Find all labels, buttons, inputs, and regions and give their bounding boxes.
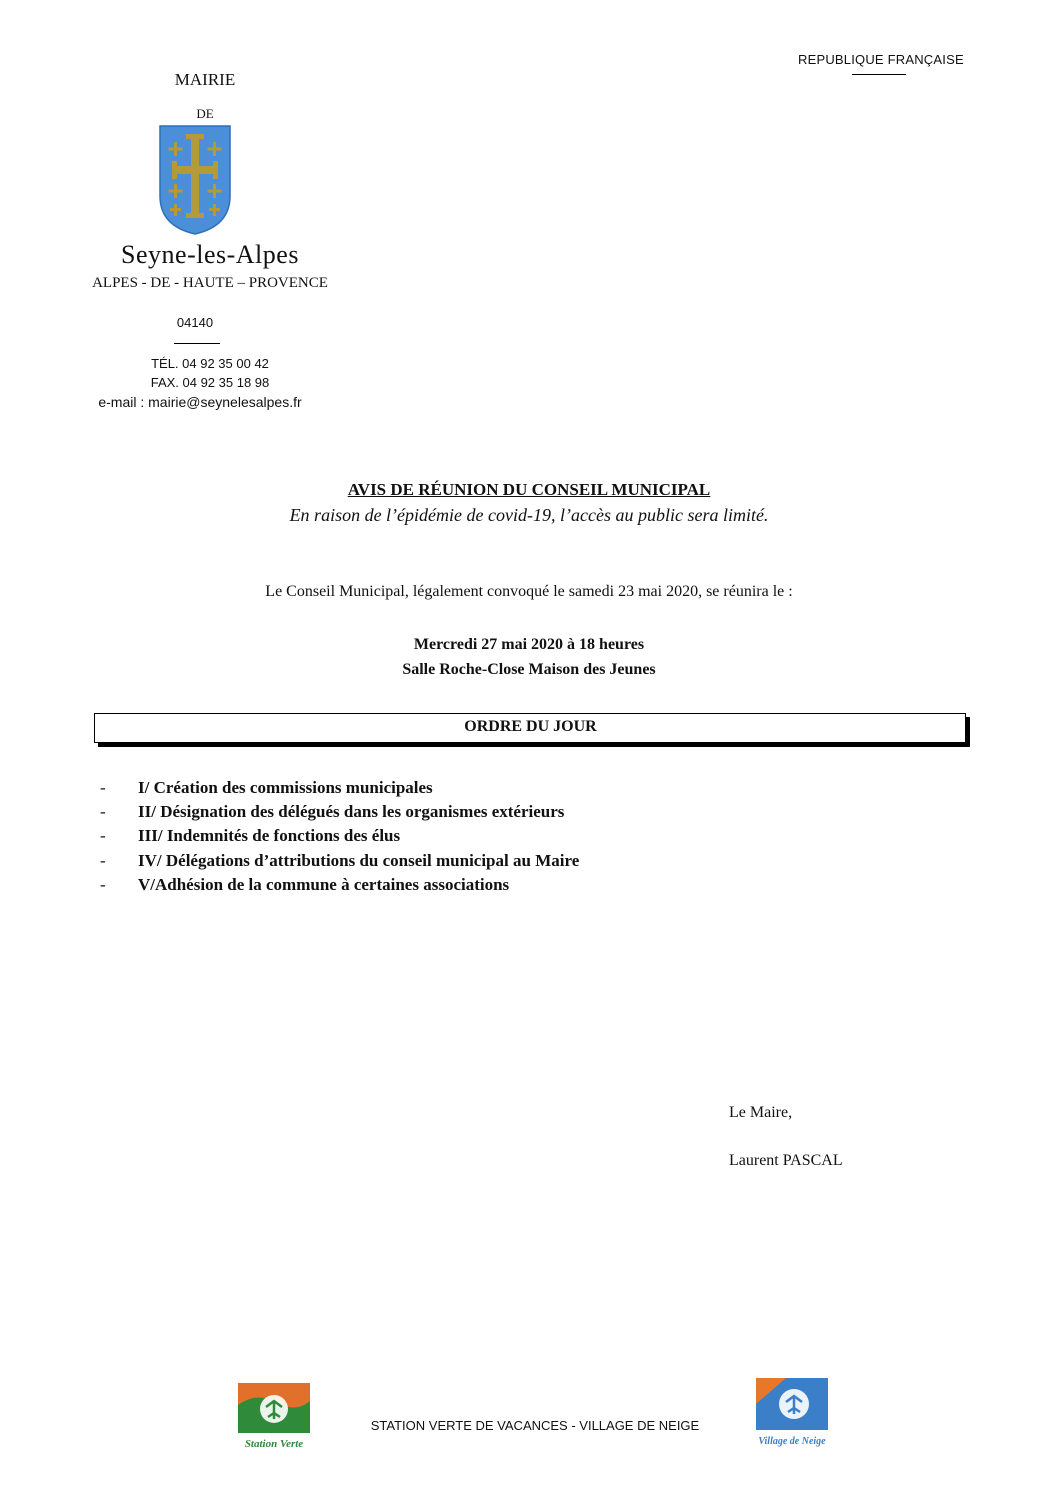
agenda-item [100,851,579,871]
telephone-number: TÉL. 04 92 35 00 42 [151,356,269,371]
departement-name: ALPES - DE - HAUTE – PROVENCE [92,275,328,291]
station-verte-logo-text: Station Verte [244,1438,304,1450]
station-verte-logo-icon [238,1383,310,1453]
coat-of-arms-icon [130,118,260,243]
signature-role: Le Maire, [729,1104,793,1121]
de-label: DE [196,106,214,121]
agenda-item-text: II/ Désignation des délégués dans les organismes extérieurs [138,802,565,821]
fax-number: FAX. 04 92 35 18 98 [150,375,270,390]
agenda-title: ORDRE DU JOUR [464,718,597,735]
agenda-item [100,875,509,895]
email-address: e-mail : mairie@seynelesalpes.fr [98,394,302,410]
mairie-label: MAIRIE [174,70,236,89]
agenda-item-text: I/ Création des commissions municipales [138,778,433,797]
agenda-item-text: III/ Indemnités de fonctions des élus [138,826,401,845]
postal-code: 04140 [176,315,214,330]
postal-divider [174,343,220,344]
signature-name: Laurent PASCAL [729,1152,843,1169]
village-de-neige-logo-icon [756,1378,828,1450]
agenda-item [100,778,433,798]
republique-francaise-label: REPUBLIQUE FRANÇAISE [798,52,964,67]
agenda-item [100,826,400,846]
meeting-date: Mercredi 27 mai 2020 à 18 heures [413,636,645,653]
meeting-location: Salle Roche-Close Maison des Jeunes [402,661,656,678]
agenda-item-text: V/Adhésion de la commune à certaines associations [138,875,510,894]
bullet-dash: - [100,778,106,797]
commune-name: Seyne-les-Alpes [121,240,299,269]
bullet-dash: - [100,826,106,845]
notice-title: AVIS DE RÉUNION DU CONSEIL MUNICIPAL [347,480,711,499]
agenda-item-text: IV/ Délégations d’attributions du conseil municipal au Maire [138,851,580,870]
agenda-item [100,802,564,822]
notice-subtitle: En raison de l’épidémie de covid-19, l’accès au public sera limité. [289,505,769,525]
convocation-text: Le Conseil Municipal, légalement convoqué le samedi 23 mai 2020, se réunira le : [265,583,793,600]
village-de-neige-logo-text: Village de Neige [758,1436,826,1447]
bullet-dash: - [100,875,106,894]
bullet-dash: - [100,802,106,821]
bullet-dash: - [100,851,106,870]
footer-text: STATION VERTE DE VACANCES - VILLAGE DE NEIGE [370,1418,700,1433]
republique-underline [852,74,906,75]
